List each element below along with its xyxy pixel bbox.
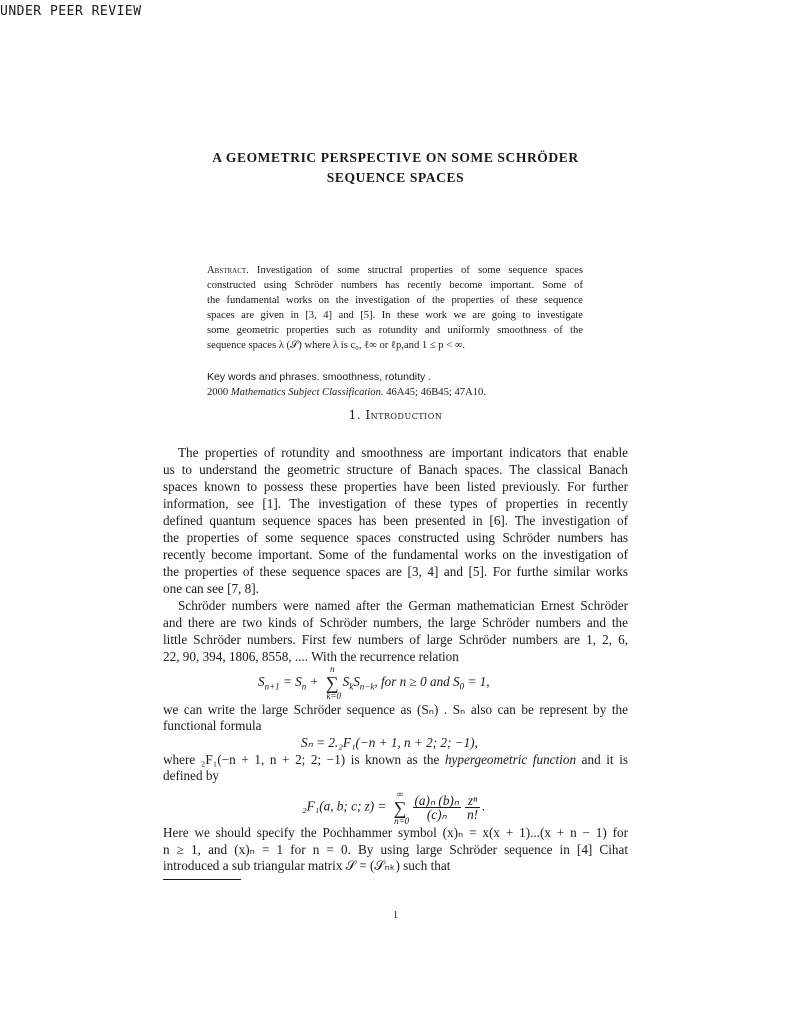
body-line: one can see [7, 8].	[163, 581, 259, 596]
body-line: defined by	[163, 768, 220, 783]
summation-symbol: ∑ n k=0	[325, 664, 342, 701]
body-line: information, see [1]. The investigation of these types of properties in recently	[163, 496, 628, 511]
recurrence-equation: $S_{n+1} = S_n$ + ∑ n k=0 $S_kS_{n-k}$, for n ≥ 0 and $S_0 = 1$,	[258, 664, 490, 701]
body-line: recently become important. Some of the fundamental works on the investigation of	[163, 547, 628, 562]
schroder-formula-equation: Sₙ = 2.₂F₁(−n + 1, n + 2; 2; −1),	[301, 735, 478, 750]
body-line: we can write the large Schröder sequence as (Sₙ) . Sₙ also can be represent by the	[163, 702, 628, 717]
paper-title-line-2: SEQUENCE SPACES	[326, 170, 465, 185]
body-line: Schröder numbers were named after the German mathematician Ernest Schröder	[178, 598, 628, 613]
body-line: 22, 90, 394, 1806, 8558, .... With the recurrence relation	[163, 649, 459, 664]
page-number: 1	[393, 910, 398, 921]
hypergeometric-equation: ₂F₁(a, b; c; z) = ∑ ∞ n=0 $\frac{\text{(a)ₙ (b)ₙ}}{\text{(c)ₙ}}$ $\frac{\text{zⁿ}}{n!}$ .	[302, 788, 486, 826]
abstract-line: Abstract. Investigation of some structral properties of some sequence spaces	[207, 265, 583, 276]
body-line: introduced a sub triangular matrix 𝒮 = (𝒮ₙₖ) such that	[163, 858, 451, 873]
abstract-line: sequence spaces λ (𝒮) where λ is c₀, ℓ∞ or ℓp,and 1 ≤ p < ∞.	[207, 340, 466, 351]
abstract-line: spaces are given in [3, 4] and [5]. In these work we are going to investigate	[207, 310, 583, 321]
body-line: and there are two kinds of Schröder numbers, the large Schröder numbers and the	[163, 615, 628, 630]
abstract-line: constructed using Schröder numbers has recently become important. Some of	[207, 280, 583, 291]
body-line: the properties of some sequence spaces constructed using Schröder numbers has	[163, 530, 628, 545]
abstract-label: Abstract.	[207, 265, 249, 276]
abstract-line: the fundamental works on the investigation of the properties of these sequence	[207, 295, 583, 306]
body-line: functional formula	[163, 718, 262, 733]
paper-title-line-1: A GEOMETRIC PERSPECTIVE ON SOME SCHRÖDER	[212, 150, 579, 165]
body-line: the properties of these sequence spaces are [3, 4] and [5]. For furthe similar works	[163, 564, 628, 579]
body-line: where ₂F₁(−n + 1, n + 2; 2; −1) is known as the hypergeometric function and it is	[163, 752, 628, 767]
summation-symbol: ∑ ∞ n=0	[393, 788, 410, 826]
section-heading: 1. Introduction	[348, 408, 443, 422]
review-stamp: UNDER PEER REVIEW	[0, 4, 142, 19]
footnote-rule	[163, 879, 241, 880]
fraction: $\frac{\text{(a)ₙ (b)ₙ}}{\text{(c)ₙ}}$	[414, 793, 460, 822]
body-line: defined quantum sequence spaces has been presented in [6]. The investigation of	[163, 513, 628, 528]
abstract-line: some geometric properties such as rotundity and uniformly smoothness of the	[207, 325, 583, 336]
body-line: n ≥ 1, and (x)ₙ = 1 for n = 0. By using large Schröder sequence in [4] Cihat	[163, 842, 628, 857]
body-line: Here we should specify the Pochhammer symbol (x)ₙ = x(x + 1)...(x + n − 1) for	[163, 825, 628, 840]
fraction: $\frac{\text{zⁿ}}{n!}$	[467, 793, 479, 822]
keywords: Key words and phrases. smoothness, rotundity .	[207, 371, 432, 383]
body-line: little Schröder numbers. First few numbers of large Schröder numbers are 1, 2, 6,	[163, 632, 628, 647]
msc-classification: 2000 Mathematics Subject Classification. 46A45; 46B45; 47A10.	[207, 387, 486, 398]
body-line: us to understand the geometric structure of Banach spaces. The classical Banach	[163, 462, 628, 477]
body-line: The properties of rotundity and smoothness are important indicators that enable	[178, 445, 628, 460]
body-line: spaces known to possess these properties have been listed previously. For further	[163, 479, 628, 494]
